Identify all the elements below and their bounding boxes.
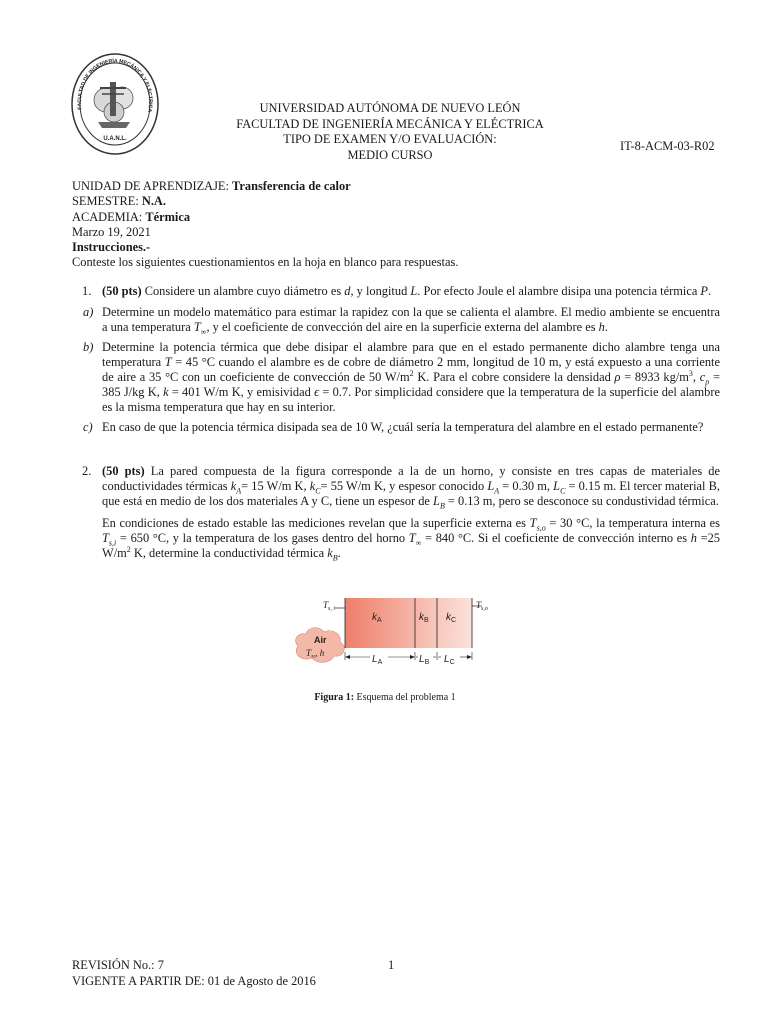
subitem-label: c): [83, 419, 93, 434]
unidad-value: Transferencia de calor: [232, 179, 351, 193]
label-air-conditions: $T_\infty$, h: [306, 648, 325, 660]
composite-wall-figure: [290, 590, 500, 680]
document-header: [160, 101, 620, 163]
question-1-statement: (50 pts) Considere un alambre cuyo diámetro es d, y longitud L. Por efecto Joule el alambre disipa una potencia térmica P.: [102, 284, 712, 298]
label-lb: $L_B$: [419, 654, 430, 666]
label-kb: $k_B$: [419, 612, 429, 624]
instructions-title: Instrucciones.-: [72, 240, 151, 255]
page-number: 1: [388, 958, 395, 972]
document-id: IT-8-ACM-03-R02: [620, 139, 715, 153]
label-ts-o: $T_{s,o}$: [476, 600, 488, 612]
subitem-label: b): [83, 339, 94, 354]
university-name: UNIVERSIDAD AUTÓNOMA DE NUEVO LEÓN: [259, 101, 521, 115]
figure-caption: Figura 1: Esquema del problema 1: [314, 692, 456, 703]
university-logo: [70, 52, 160, 156]
question-points: (50 pts): [102, 284, 142, 298]
question-points: (50 pts): [102, 464, 145, 478]
seal-ring-text: FACULTAD DE INGENIERÍA MECÁNICA Y ELÉCTRICA: [76, 58, 154, 113]
label-la: $L_A$: [372, 654, 383, 666]
label-lc: $L_C$: [444, 654, 455, 666]
label-ka: $k_A$: [372, 612, 382, 624]
label-kc: $k_C$: [446, 612, 457, 624]
seal-bottom-text: U.A.N.L.: [103, 136, 127, 142]
question-2-conditions: En condiciones de estado estable las mediciones revelan que la superficie externa es $T_{s,o} = 30$ °C, la temperatura interna es $T_{s,i} = 650$ °C, y la temperatura de los gases dentro del horno $T_\infty = 840$ °C. Si el coeficiente de convección interno es h =25 $W/m^2$ K, determine la conductividad térmica $k_B$.: [102, 515, 720, 563]
exam-date: Marzo 19, 2021: [72, 224, 151, 239]
question-1: [72, 284, 720, 435]
faculty-seal-icon: [70, 52, 160, 156]
exam-kind: MEDIO CURSO: [347, 147, 433, 162]
semestre-value: N.A.: [141, 194, 166, 209]
exam-type: TIPO DE EXAMEN Y/O EVALUACIÓN:: [283, 132, 497, 146]
academia-line: ACADEMIA: Térmica: [72, 209, 191, 224]
academia-value: Térmica: [145, 209, 191, 224]
instructions-text: Conteste los siguientes cuestionamientos en la hoja en blanco para respuestas.: [72, 255, 459, 270]
question-1c: c) En caso de que la potencia térmica disipada sea de 10 W, ¿cuál sería la temperatura del alambre en el estado permanente?: [83, 419, 704, 434]
semestre-line: SEMESTRE: N.A.: [72, 194, 166, 209]
label-air: Air: [314, 635, 327, 645]
faculty-name: FACULTAD DE INGENIERÍA MECÁNICA Y ELÉCTRICA: [236, 116, 544, 131]
question-1a: a) Determine un modelo matemático para estimar la rapidez con la que se calienta el alambre. El medio ambiente se encuentra a una temperatura $T_\infty$, y el coeficiente de convección del aire en la superficie externa del alambre es h.: [83, 305, 720, 337]
composite-wall-diagram: [290, 590, 500, 680]
effective-date: VIGENTE A PARTIR DE: 01 de Agosto de 2016: [72, 973, 316, 988]
course-info: [72, 179, 712, 271]
revision-number: REVISIÓN No.: 7: [72, 958, 164, 972]
subitem-label: a): [83, 305, 94, 320]
question-number: 1.: [82, 284, 92, 298]
question-2-statement: (50 pts) La pared compuesta de la figura corresponde a la de un horno, y consiste en tres capas de materiales de conductividades térmicas $k_A= 15$ W/m K, $k_C= 55$ W/m K, y espesor conocido $L_A = 0.30$ m, $L_C = 0.15$ m. El tercer material B, que está en medio de los dos materiales A y C, tiene un espesor de $L_B = 0.13$ m, pero se desconoce su condustividad térmica.: [102, 464, 720, 511]
document-footer: [72, 958, 316, 989]
unidad-line: UNIDAD DE APRENDIZAJE: Transferencia de calor: [72, 179, 351, 193]
question-1b: b) Determine la potencia térmica que debe disipar el alambre para que en el estado permanente dicho alambre tenga una temperatura T = 45 °C cuando el alambre es de cobre de diámetro 2 mm, longitud de 10 m, y está expuesto a una corriente de aire a 35 °C con un coeficiente de convección de 50 $W/m^2$ K. Para el cobre considere la densidad ρ = 8933 $kg/m^3$, $c_p = 385$ J/kg K, k = 401 W/m K, y emisividad ϵ = 0.7. Por simplicidad considere que la temperatura de la superficie del alambre es la misma temperatura que hay en su interior.: [83, 339, 720, 415]
question-2: [72, 464, 720, 561]
question-number: 2.: [82, 464, 92, 478]
label-ts-i: $T_{s, i}$: [323, 600, 336, 612]
